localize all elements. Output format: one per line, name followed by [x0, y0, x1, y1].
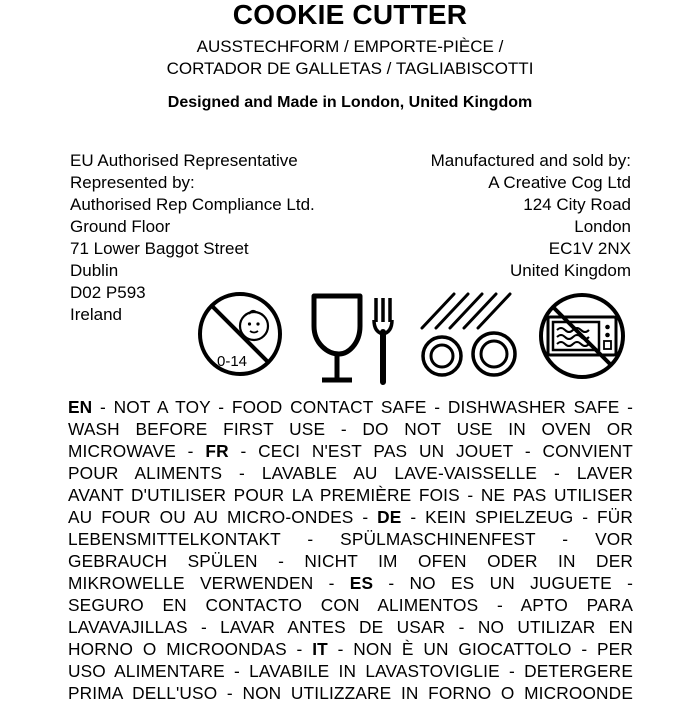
warning-line [68, 550, 633, 572]
eu-rep-line: 71 Lower Baggot Street [70, 239, 249, 258]
language-code: ES [349, 573, 374, 593]
age-range-label: 0-14 [217, 353, 248, 370]
no-microwave-icon [534, 290, 630, 382]
warning-text: HORNO O MICROONDAS - [68, 639, 313, 659]
manufacturer-address [431, 150, 631, 282]
eu-rep-line: Authorised Rep Compliance Ltd. [70, 195, 315, 214]
warning-line [68, 462, 633, 484]
warning-text: SEGURO EN CONTACTO CON ALIMENTOS - APTO PARA [68, 595, 633, 615]
multilingual-warnings [68, 396, 633, 704]
warning-line [68, 528, 633, 550]
eu-rep-line: Dublin [70, 261, 119, 280]
warning-line [68, 396, 633, 418]
warning-text: MIKROWELLE VERWENDEN - [68, 573, 350, 593]
manufacturer-line: EC1V 2NX [548, 239, 631, 258]
dishwasher-safe-icon [418, 290, 520, 380]
warning-text: PRIMA DELL'USO - NON UTILIZZARE IN FORNO O MICROONDE [68, 683, 633, 703]
warning-text: POUR ALIMENTS - LAVABLE AU LAVE-VAISSELLE - LAVER [68, 463, 633, 483]
title-translations-line-1: AUSSTECHFORM / EMPORTE-PIÈCE / [196, 37, 504, 56]
warning-text: MICROWAVE - [68, 441, 206, 461]
eu-rep-line: EU Authorised Representative [70, 151, 298, 170]
language-code: EN [68, 397, 93, 417]
warning-text: AVANT D'UTILISER POUR LA PREMIÈRE FOIS - NE PAS UTILISER [68, 485, 633, 505]
manufacturer-line: United Kingdom [510, 261, 631, 280]
warning-line [68, 418, 633, 440]
warning-line [68, 660, 633, 682]
warning-text: LEBENSMITTELKONTAKT - SPÜLMASCHINENFEST - VOR [68, 529, 633, 549]
warning-line [68, 572, 633, 594]
not-a-toy-icon [196, 290, 284, 378]
origin-statement: Designed and Made in London, United Kingdom [167, 94, 533, 111]
eu-rep-line: Ground Floor [70, 217, 171, 236]
manufacturer-line: 124 City Road [523, 195, 631, 214]
warning-text: AU FOUR OU AU MICRO-ONDES - [68, 507, 378, 527]
eu-rep-line: Represented by: [70, 173, 195, 192]
warning-text: LAVAVAJILLAS - LAVAR ANTES DE USAR - NO UTILIZAR EN [68, 617, 633, 637]
manufacturer-line: Manufactured and sold by: [430, 151, 631, 170]
manufacturer-line: A Creative Cog Ltd [488, 173, 631, 192]
warning-text: - NO ES UN JUGUETE - [373, 573, 633, 593]
warning-line [68, 616, 633, 638]
warning-text: - KEIN SPIELZEUG - FÜR [401, 507, 634, 527]
manufacturer-line: London [574, 217, 631, 236]
language-code: FR [205, 441, 229, 461]
warning-text: - NOT A TOY - FOOD CONTACT SAFE - DISHWASHER SAFE - [92, 397, 633, 417]
warning-line [68, 440, 633, 462]
warning-text: - CECI N'EST PAS UN JOUET - CONVIENT [228, 441, 633, 461]
warning-text: WASH BEFORE FIRST USE - DO NOT USE IN OVEN OR [68, 419, 633, 439]
language-code: DE [377, 507, 402, 527]
eu-rep-line: Ireland [70, 305, 122, 324]
warning-line [68, 506, 633, 528]
eu-rep-line: D02 P593 [70, 283, 146, 302]
warning-line [68, 682, 633, 704]
warning-line [68, 484, 633, 506]
warning-text: GEBRAUCH SPÜLEN - NICHT IM OFEN ODER IN DER [68, 551, 633, 571]
warning-line [68, 638, 633, 660]
warning-text: USO ALIMENTARE - LAVABILE IN LAVASTOVIGLIE - DETERGERE [68, 661, 633, 681]
warning-text: - NON È UN GIOCATTOLO - PER [327, 639, 633, 659]
warning-line [68, 594, 633, 616]
language-code: IT [312, 639, 328, 659]
title-translations-line-2: CORTADOR DE GALLETAS / TAGLIABISCOTTI [166, 59, 534, 78]
product-title: COOKIE CUTTER [232, 0, 468, 30]
food-safe-icon [310, 292, 406, 388]
